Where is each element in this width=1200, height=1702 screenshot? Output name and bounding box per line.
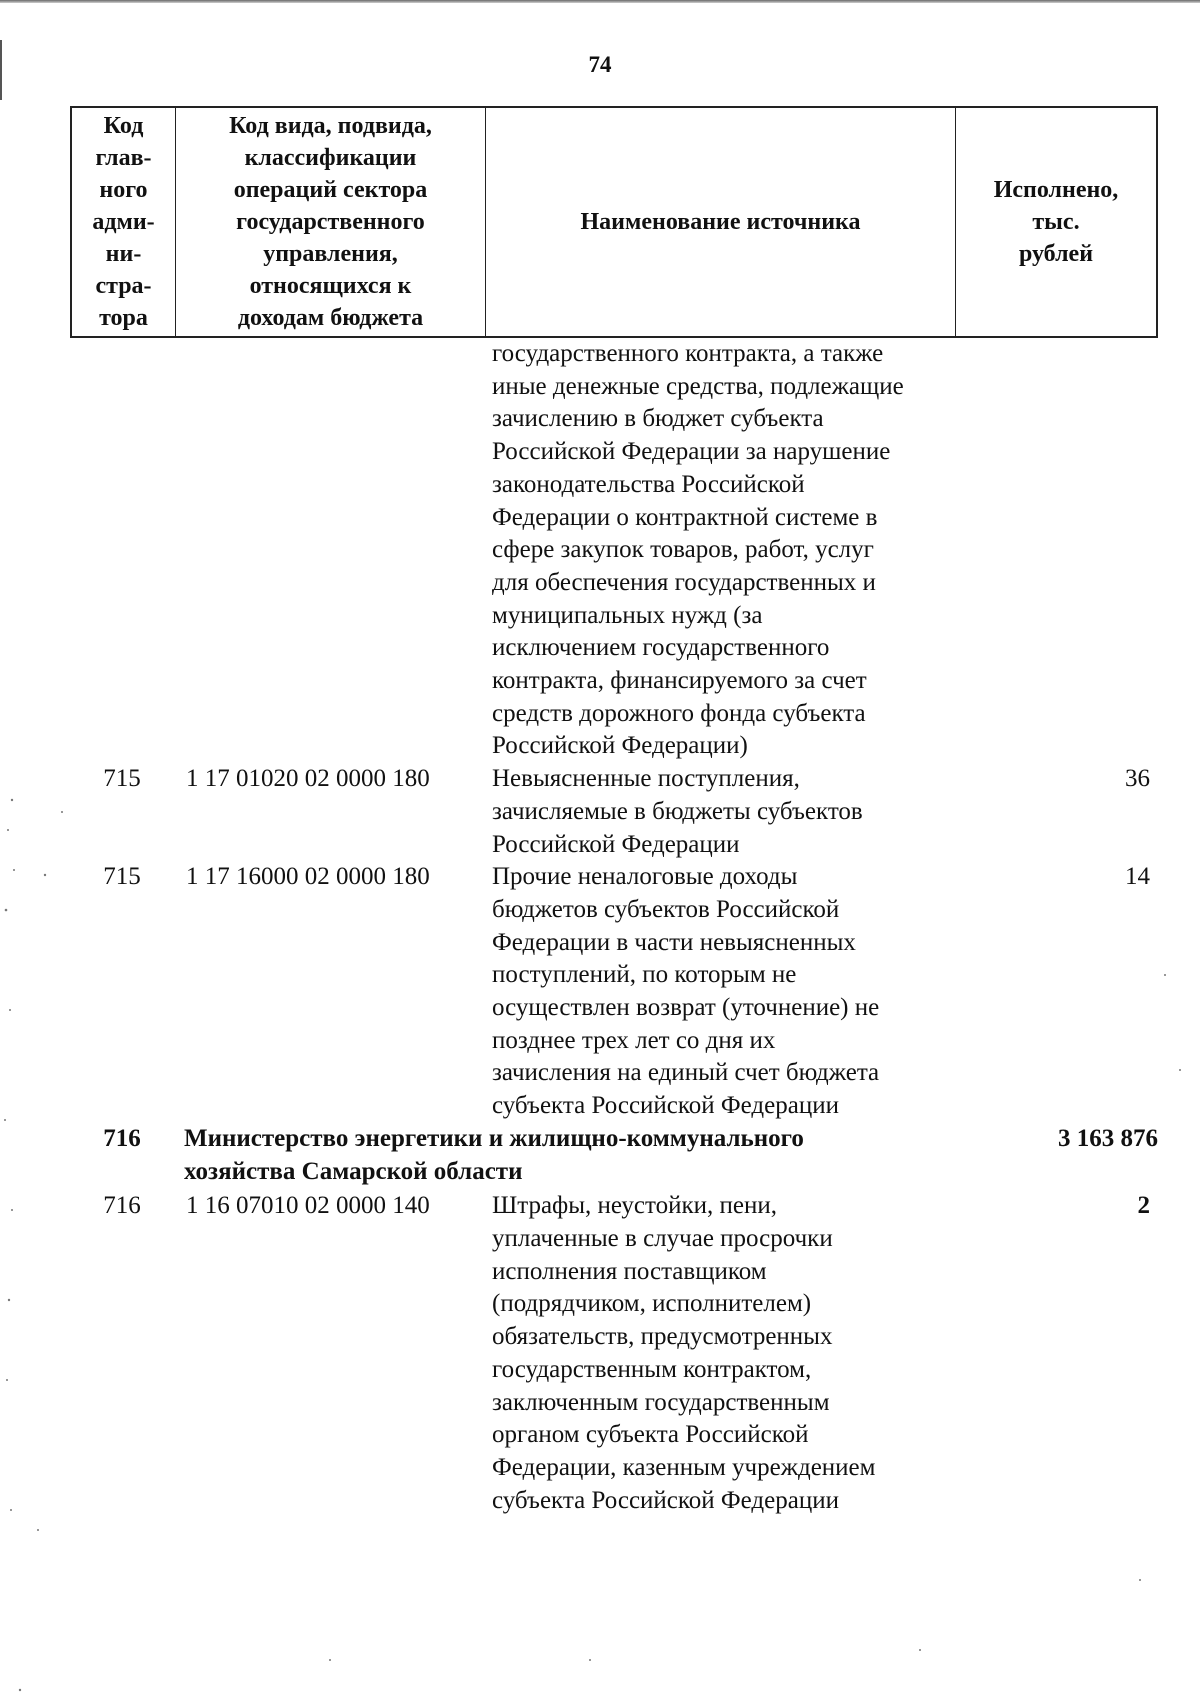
ministry-name: Министерство энергетики и жилищно-коммунального хозяйства Самарской области <box>184 1124 804 1185</box>
table-header <box>70 106 1158 338</box>
ministry-executed: 3 163 876 <box>1058 1124 1158 1152</box>
source-name-cell: Прочие неналоговые доходы бюджетов субъектов Российской Федерации в части невыясненных поступлений, по которым не осуществлен возврат (уточнение) не позднее трех лет со дня их зачисления на единый счет бюджета субъекта Российской Федерации <box>492 863 880 1120</box>
admin-code-cell <box>70 338 174 763</box>
ministry-admin-code: 716 <box>103 1124 141 1152</box>
source-name-cell: Невыясненные поступления, зачисляемые в бюджеты субъектов Российской Федерации <box>492 765 863 858</box>
header-kind-code: Код вида, подвида, классификации операций сектора государственного управления, относящихся к доходам бюджета <box>176 108 486 336</box>
kind-code-cell: 1 16 07010 02 0000 140 <box>186 1192 430 1220</box>
header-executed: Исполнено, тыс. рублей <box>993 177 1119 267</box>
table-row <box>70 1190 1158 1517</box>
table-body <box>70 338 1158 1517</box>
table-row <box>70 763 1158 861</box>
executed-cell: 2 <box>1137 1192 1150 1220</box>
executed-cell: 36 <box>1125 765 1150 793</box>
admin-code-cell: 716 <box>103 1192 141 1220</box>
source-name-cell: государственного контракта, а также иные денежные средства, подлежащие зачислению в бюджет субъекта Российской Федерации за нарушение законодательства Российской Федерации о контрактной системе в сфере закупок товаров, работ, услуг для обеспечения государственных и муниципальных нужд (за исключением государственного контракта, финансируемого за счет средств дорожного фонда субъекта Российской Федерации) <box>492 340 904 760</box>
page-number: 74 <box>588 52 612 77</box>
executed-cell <box>954 338 1150 763</box>
scan-top-edge <box>0 0 1200 3</box>
kind-code-cell <box>174 338 484 763</box>
header-source-name: Наименование источника <box>486 108 956 336</box>
source-name-cell: Штрафы, неустойки, пени, уплаченные в случае просрочки исполнения поставщиком (подрядчиком, исполнителем) обязательств, предусмотренных государственным контрактом, заключенным государственным органом субъекта Российской Федерации, казенным учреждением субъекта Российской Федерации <box>492 1192 876 1514</box>
ministry-row <box>70 1123 1158 1188</box>
table-row <box>70 861 1158 1123</box>
executed-cell: 14 <box>1125 863 1150 891</box>
admin-code-cell: 715 <box>103 765 141 793</box>
admin-code-cell: 715 <box>103 863 141 891</box>
header-admin-code: Код глав- ного адми- ни- стра- тора <box>72 108 176 336</box>
kind-code-cell: 1 17 01020 02 0000 180 <box>186 765 430 793</box>
table-row <box>70 338 1158 763</box>
kind-code-cell: 1 17 16000 02 0000 180 <box>186 863 430 891</box>
